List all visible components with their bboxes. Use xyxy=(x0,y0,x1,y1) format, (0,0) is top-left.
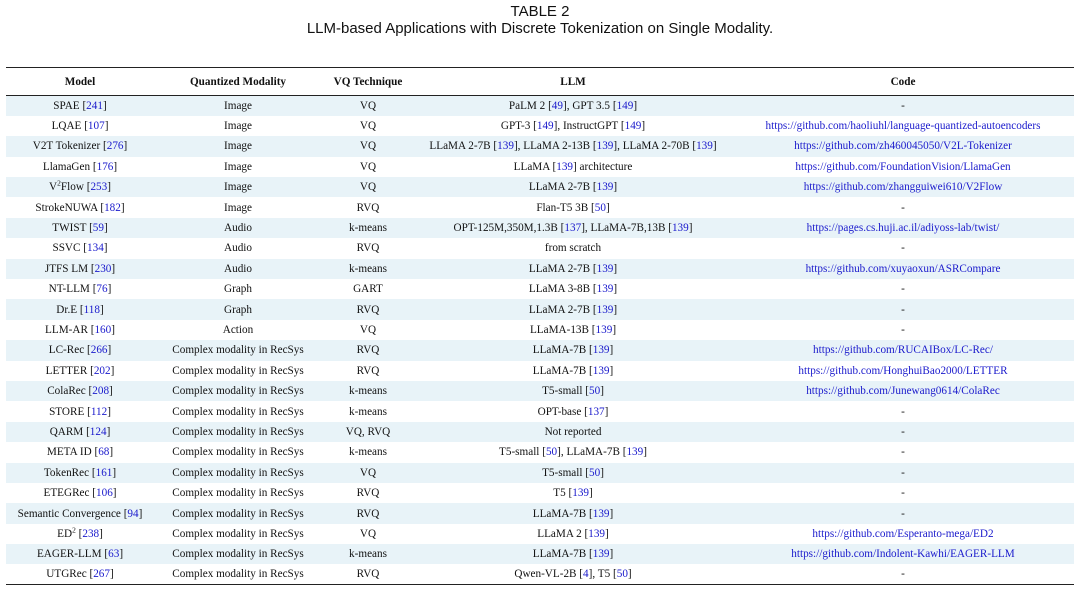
modality-cell: Complex modality in RecSys xyxy=(172,507,304,520)
llm-citation-link[interactable]: 137 xyxy=(587,405,605,418)
llm-citation-link[interactable]: 50 xyxy=(545,446,558,459)
code-link[interactable]: https://github.com/haoliuhl/language-quantized-autoencoders xyxy=(765,120,1041,133)
llm-name: LLaMA-7B xyxy=(532,548,589,561)
vq-technique-cell: RVQ xyxy=(356,242,380,255)
vq-technique-cell: k-means xyxy=(349,548,387,561)
llm-cell: PaLM 2 [49], GPT 3.5 [149] xyxy=(508,99,638,112)
vq-technique-cell: k-means xyxy=(349,446,387,459)
llm-citation-link[interactable]: 139 xyxy=(596,181,614,194)
vq-technique-cell: k-means xyxy=(349,262,387,275)
modality-cell: Graph xyxy=(224,283,252,296)
model-cell: ETEGRec [106] xyxy=(43,487,117,500)
modality-cell: Image xyxy=(224,201,252,214)
model-citation-link[interactable]: 118 xyxy=(83,303,100,316)
llm-citation-link[interactable]: 137 xyxy=(564,222,582,235)
model-cell: META ID [68] xyxy=(46,446,114,459)
llm-citation-link[interactable]: 139 xyxy=(592,344,610,357)
llm-cell: LLaMA-13B [139] xyxy=(529,323,617,336)
llm-citation-link[interactable]: 139 xyxy=(572,487,589,500)
llm-citation-link[interactable]: 139 xyxy=(595,323,613,336)
vq-technique-cell: VQ xyxy=(359,181,377,194)
model-name: QARM xyxy=(49,425,84,438)
code-link[interactable]: https://github.com/Esperanto-mega/ED2 xyxy=(812,527,994,540)
model-name: Semantic Convergence xyxy=(17,507,121,520)
table-row xyxy=(6,218,1074,238)
model-name: STORE xyxy=(49,405,85,418)
code-cell: - xyxy=(901,568,905,581)
model-citation-link[interactable]: 230 xyxy=(94,262,112,275)
modality-cell: Audio xyxy=(224,262,252,275)
llm-name: T5-small xyxy=(542,385,586,398)
vq-technique-cell: k-means xyxy=(349,385,387,398)
llm-citation-link[interactable]: 139 xyxy=(497,140,514,153)
header-quantized-modality: Quantized Modality xyxy=(154,68,322,96)
table-row xyxy=(6,340,1074,360)
code-cell: - xyxy=(901,466,905,479)
code-link[interactable]: https://github.com/zhangguiwei610/V2Flow xyxy=(803,181,1003,194)
model-citation-link[interactable]: 276 xyxy=(106,140,124,153)
table-row xyxy=(6,136,1074,156)
llm-cell: LLaMA-7B [139] xyxy=(532,548,614,561)
model-name: Dr.E xyxy=(56,303,78,316)
code-cell: - xyxy=(901,201,905,214)
code-cell: - xyxy=(901,323,905,336)
llm-name: LLaMA-7B xyxy=(532,364,589,377)
model-citation-link[interactable]: 63 xyxy=(108,548,120,561)
model-citation-link[interactable]: 238 xyxy=(82,527,100,540)
modality-cell: Image xyxy=(224,140,252,153)
model-name: V xyxy=(49,181,58,194)
llm-citation-link[interactable]: 139 xyxy=(596,262,614,275)
header-model: Model xyxy=(6,68,154,96)
model-citation-link[interactable]: 253 xyxy=(90,181,108,194)
modality-cell: Complex modality in RecSys xyxy=(172,527,304,540)
modality-cell: Image xyxy=(224,181,252,194)
model-cell: TokenRec [161] xyxy=(43,466,117,479)
llm-cell: LLaMA 2-7B [139] xyxy=(528,181,618,194)
llm-name: LLaMA 2-7B xyxy=(528,262,593,275)
model-citation-link[interactable]: 182 xyxy=(104,201,121,214)
code-cell: - xyxy=(901,242,905,255)
llm-cell: T5 [139] xyxy=(553,487,593,500)
table-row xyxy=(6,279,1074,299)
model-cell: JTFS LM [230] xyxy=(44,262,116,275)
llm-citation-link[interactable]: 149 xyxy=(536,120,554,133)
model-citation-link[interactable]: 176 xyxy=(96,160,114,173)
llm-citation-link[interactable]: 139 xyxy=(596,303,614,316)
llm-cell: LLaMA [139] architecture xyxy=(513,160,633,173)
llm-cell: T5-small [50] xyxy=(542,466,604,479)
modality-cell: Complex modality in RecSys xyxy=(172,487,304,500)
llm-name: LLaMA 2 xyxy=(537,527,585,540)
modality-cell: Complex modality in RecSys xyxy=(172,385,304,398)
modality-cell: Complex modality in RecSys xyxy=(172,425,304,438)
llm-name: from scratch xyxy=(544,242,602,255)
model-citation-link[interactable]: 112 xyxy=(90,405,108,418)
llm-name: , InstructGPT xyxy=(557,120,621,133)
llm-name: LLaMA-7B xyxy=(532,507,589,520)
llm-name: T5-small xyxy=(499,446,543,459)
model-superscript: 2 xyxy=(57,178,61,188)
model-cell: LLM-AR [160] xyxy=(45,323,115,336)
table-row xyxy=(6,177,1074,197)
modality-cell: Graph xyxy=(224,303,252,316)
table-row xyxy=(6,157,1074,177)
model-citation-link[interactable]: 68 xyxy=(98,446,110,459)
modality-cell: Audio xyxy=(224,222,252,235)
modality-cell: Complex modality in RecSys xyxy=(172,405,304,418)
modality-cell: Complex modality in RecSys xyxy=(172,466,304,479)
vq-technique-cell: RVQ xyxy=(356,201,380,214)
model-cell: UTGRec [267] xyxy=(46,568,114,581)
llm-name: T5 xyxy=(553,487,569,500)
code-cell: - xyxy=(901,405,905,418)
llm-name: , LLaMA-7B,13B xyxy=(584,222,669,235)
model-name: TokenRec xyxy=(43,466,90,479)
modality-cell: Complex modality in RecSys xyxy=(172,364,304,377)
code-link[interactable]: https://github.com/zh460045050/V2L-Tokenizer xyxy=(794,140,1012,153)
model-name: ColaRec xyxy=(47,385,86,398)
model-name: EAGER-LLM xyxy=(36,548,102,561)
llm-name: Qwen-VL-2B xyxy=(514,568,580,581)
llm-name: LLaMA 2-7B xyxy=(429,140,494,153)
model-cell: LQAE [107] xyxy=(51,120,109,133)
table-row xyxy=(6,401,1074,421)
llm-name: T5-small xyxy=(542,466,586,479)
modality-cell: Complex modality in RecSys xyxy=(172,344,304,357)
vq-technique-cell: RVQ xyxy=(356,303,380,316)
model-cell: LlamaGen [176] xyxy=(42,160,118,173)
model-name: META ID xyxy=(46,446,92,459)
model-citation-link[interactable]: 161 xyxy=(95,466,113,479)
modality-cell: Audio xyxy=(224,242,252,255)
table-row xyxy=(6,422,1074,442)
model-citation-link[interactable]: 241 xyxy=(86,99,103,112)
table-row xyxy=(6,197,1074,217)
llm-citation-link[interactable]: 139 xyxy=(596,140,614,153)
llm-citation-link[interactable]: 139 xyxy=(626,446,644,459)
table-row xyxy=(6,503,1074,523)
model-name: SPAE xyxy=(53,99,80,112)
model-name: NT-LLM xyxy=(48,283,90,296)
llm-name: LLaMA-13B xyxy=(529,323,592,336)
header-llm: LLM xyxy=(414,68,732,96)
code-link[interactable]: https://pages.cs.huji.ac.il/adiyoss-lab/twist/ xyxy=(806,222,1000,235)
model-cell: QARM [124] xyxy=(49,425,111,438)
vq-technique-cell: VQ xyxy=(359,323,377,336)
llm-name: PaLM 2 xyxy=(508,99,549,112)
llm-citation-link[interactable]: 139 xyxy=(592,364,610,377)
table-row xyxy=(6,381,1074,401)
header-vq-technique: VQ Technique xyxy=(322,68,414,96)
vq-technique-cell: RVQ xyxy=(356,568,380,581)
model-cell: EAGER-LLM [63] xyxy=(36,548,124,561)
model-citation-link[interactable]: 267 xyxy=(93,568,110,581)
table-body xyxy=(6,96,1074,585)
model-cell: Semantic Convergence [94] xyxy=(17,507,143,520)
llm-name: , LLaMA-7B xyxy=(560,446,623,459)
llm-name: LLaMA 2-7B xyxy=(528,181,593,194)
vq-technique-cell: k-means xyxy=(349,222,387,235)
llm-citation-link[interactable]: 139 xyxy=(671,222,689,235)
llm-citation-link[interactable]: 50 xyxy=(589,466,601,479)
vq-technique-cell: VQ xyxy=(359,120,377,133)
table-row xyxy=(6,483,1074,503)
model-name: UTGRec xyxy=(46,568,87,581)
llm-citation-link[interactable]: 139 xyxy=(592,507,610,520)
llm-cell: LLaMA 2 [139] xyxy=(537,527,609,540)
llm-name: OPT-125M,350M,1.3B xyxy=(453,222,561,235)
llm-citation-link[interactable]: 149 xyxy=(624,120,642,133)
model-name: SSVC xyxy=(52,242,81,255)
llm-name: LLaMA 3-8B xyxy=(528,283,593,296)
model-cell: StrokeNUWA [182] xyxy=(35,201,125,214)
model-cell: LC-Rec [266] xyxy=(48,344,112,357)
code-cell: - xyxy=(901,425,905,438)
llm-name: architecture xyxy=(576,160,633,173)
table-row xyxy=(6,96,1074,116)
vq-technique-cell: VQ xyxy=(359,140,377,153)
code-link[interactable]: https://github.com/FoundationVision/LlamaGen xyxy=(795,160,1011,173)
code-cell: - xyxy=(901,507,905,520)
model-cell: $ED^2$ [238] xyxy=(57,525,103,540)
vq-technique-cell: VQ xyxy=(359,160,377,173)
modality-cell: Action xyxy=(222,323,254,336)
model-citation-link[interactable]: 59 xyxy=(92,222,104,235)
llm-name: LLaMA-7B xyxy=(532,344,589,357)
vq-technique-cell: GART xyxy=(353,283,383,296)
model-cell: TWIST [59] xyxy=(52,222,108,235)
model-cell: NT-LLM [76] xyxy=(48,283,112,296)
llm-citation-link[interactable]: 139 xyxy=(696,140,713,153)
llm-citation-link[interactable]: 50 xyxy=(589,385,601,398)
llm-cell: GPT-3 [149], InstructGPT [149] xyxy=(500,120,646,133)
llm-citation-link[interactable]: 139 xyxy=(588,527,605,540)
model-name: LETTER xyxy=(45,364,88,377)
table-row xyxy=(6,564,1074,584)
model-cell: V2T Tokenizer [276] xyxy=(32,140,128,153)
llm-cell: LLaMA 2-7B [139], LLaMA 2-13B [139], LLaMA 2-70B [139] xyxy=(429,140,717,153)
model-citation-link[interactable]: 266 xyxy=(90,344,108,357)
model-name-suffix: Flow xyxy=(60,181,84,194)
model-citation-link[interactable]: 124 xyxy=(89,425,107,438)
model-cell: Dr.E [118] xyxy=(56,303,104,316)
model-name: ED xyxy=(57,527,73,540)
modality-cell: Image xyxy=(224,99,252,112)
code-cell: - xyxy=(901,303,905,316)
llm-name: LLaMA xyxy=(513,160,553,173)
llm-citation-link[interactable]: 139 xyxy=(556,160,574,173)
modality-cell: Complex modality in RecSys xyxy=(172,548,304,561)
table-title: LLM-based Applications with Discrete Tokenization on Single Modality. xyxy=(306,20,774,37)
vq-technique-cell: VQ xyxy=(359,466,377,479)
table-row xyxy=(6,463,1074,483)
code-link[interactable]: https://github.com/Junewang0614/ColaRec xyxy=(806,385,1000,398)
table-row xyxy=(6,361,1074,381)
llm-name: , LLaMA 2-13B xyxy=(517,140,593,153)
table-header xyxy=(6,68,1074,96)
table-row xyxy=(6,524,1074,544)
table-row xyxy=(6,299,1074,319)
applications-table xyxy=(6,67,1074,585)
model-name: ETEGRec xyxy=(43,487,90,500)
llm-name: Flan-T5 3B xyxy=(536,201,592,214)
model-citation-link[interactable]: 106 xyxy=(96,487,113,500)
code-cell: - xyxy=(901,283,905,296)
llm-name: LLaMA 2-7B xyxy=(528,303,593,316)
modality-cell: Image xyxy=(224,120,252,133)
code-link[interactable]: https://github.com/Indolent-Kawhi/EAGER-LLM xyxy=(791,548,1015,561)
llm-name: OPT-base xyxy=(537,405,585,418)
code-cell: - xyxy=(901,487,905,500)
applications-table-container xyxy=(6,67,1074,585)
model-name: JTFS LM xyxy=(44,262,89,275)
llm-name: GPT-3 xyxy=(500,120,534,133)
model-cell: SSVC [134] xyxy=(52,242,108,255)
vq-technique-cell: RVQ xyxy=(356,364,380,377)
code-link[interactable]: https://github.com/RUCAIBox/LC-Rec/ xyxy=(813,344,993,357)
llm-citation-link[interactable]: 50 xyxy=(616,568,628,581)
llm-cell xyxy=(414,238,732,258)
vq-technique-cell: VQ xyxy=(359,527,377,540)
llm-cell: OPT-base [137] xyxy=(537,405,609,418)
vq-technique-cell: k-means xyxy=(349,405,387,418)
llm-cell: Qwen-VL-2B [4], T5 [50] xyxy=(514,568,632,581)
llm-citation-link[interactable]: 139 xyxy=(596,283,614,296)
code-cell: - xyxy=(901,446,905,459)
model-name: V2T Tokenizer xyxy=(32,140,101,153)
model-name: LLM-AR xyxy=(45,323,88,336)
model-name: TWIST xyxy=(52,222,87,235)
model-name: LQAE xyxy=(51,120,82,133)
llm-cell: LLaMA-7B [139] xyxy=(532,344,614,357)
llm-name: Not reported xyxy=(544,425,602,438)
llm-cell: OPT-125M,350M,1.3B [137], LLaMA-7B,13B [139] xyxy=(453,222,693,235)
table-row xyxy=(6,259,1074,279)
model-name: LlamaGen xyxy=(42,160,91,173)
llm-cell: LLaMA 3-8B [139] xyxy=(528,283,618,296)
model-name: LC-Rec xyxy=(48,344,85,357)
llm-cell: Flan-T5 3B [50] xyxy=(536,201,610,214)
llm-cell: T5-small [50] xyxy=(542,385,604,398)
table-row xyxy=(6,442,1074,462)
modality-cell: Image xyxy=(224,160,252,173)
modality-cell: Complex modality in RecSys xyxy=(172,446,304,459)
header-row xyxy=(6,68,1074,96)
code-cell: - xyxy=(901,99,905,112)
llm-name: , GPT 3.5 xyxy=(566,99,613,112)
llm-cell: T5-small [50], LLaMA-7B [139] xyxy=(499,446,647,459)
table-row xyxy=(6,238,1074,258)
model-cell: ColaRec [208] xyxy=(47,385,113,398)
model-citation-link[interactable]: 208 xyxy=(92,385,110,398)
model-citation-link[interactable]: 107 xyxy=(87,120,105,133)
llm-citation-link[interactable]: 139 xyxy=(592,548,610,561)
vq-technique-cell: RVQ xyxy=(356,487,380,500)
llm-cell xyxy=(414,422,732,442)
table-row xyxy=(6,320,1074,340)
model-citation-link[interactable]: 202 xyxy=(93,364,111,377)
vq-technique-cell: VQ xyxy=(359,99,377,112)
model-cell: STORE [112] xyxy=(49,405,111,418)
vq-technique-cell: VQ, RVQ xyxy=(345,425,391,438)
model-citation-link[interactable]: 94 xyxy=(127,507,139,520)
modality-cell: Complex modality in RecSys xyxy=(172,568,304,581)
model-cell: LETTER [202] xyxy=(45,364,115,377)
code-link[interactable]: https://github.com/HonghuiBao2000/LETTER xyxy=(798,364,1008,377)
model-citation-link[interactable]: 134 xyxy=(87,242,104,255)
vq-technique-cell: RVQ xyxy=(356,507,380,520)
model-name: StrokeNUWA xyxy=(35,201,98,214)
table-row xyxy=(6,116,1074,136)
model-superscript: 2 xyxy=(72,525,76,535)
vq-technique-cell: RVQ xyxy=(356,344,380,357)
model-cell: SPAE [241] xyxy=(53,99,107,112)
llm-citation-link[interactable]: 49 xyxy=(551,99,563,112)
llm-citation-link[interactable]: 4 xyxy=(583,568,589,581)
table-number: TABLE 2 xyxy=(510,3,570,20)
table-row xyxy=(6,544,1074,564)
code-link[interactable]: https://github.com/xuyaoxun/ASRCompare xyxy=(805,262,1001,275)
llm-cell: LLaMA-7B [139] xyxy=(532,364,614,377)
llm-cell: LLaMA 2-7B [139] xyxy=(528,303,618,316)
llm-citation-link[interactable]: 50 xyxy=(594,201,606,214)
llm-cell: LLaMA 2-7B [139] xyxy=(528,262,618,275)
llm-name: , LLaMA 2-70B xyxy=(617,140,693,153)
model-citation-link[interactable]: 76 xyxy=(96,283,108,296)
llm-cell: LLaMA-7B [139] xyxy=(532,507,614,520)
model-citation-link[interactable]: 160 xyxy=(94,323,112,336)
table-caption xyxy=(0,0,1080,38)
llm-name: , T5 xyxy=(592,568,613,581)
llm-citation-link[interactable]: 149 xyxy=(616,99,634,112)
model-cell: $V^2Flow$ [253] xyxy=(49,178,111,194)
header-code: Code xyxy=(732,68,1074,96)
